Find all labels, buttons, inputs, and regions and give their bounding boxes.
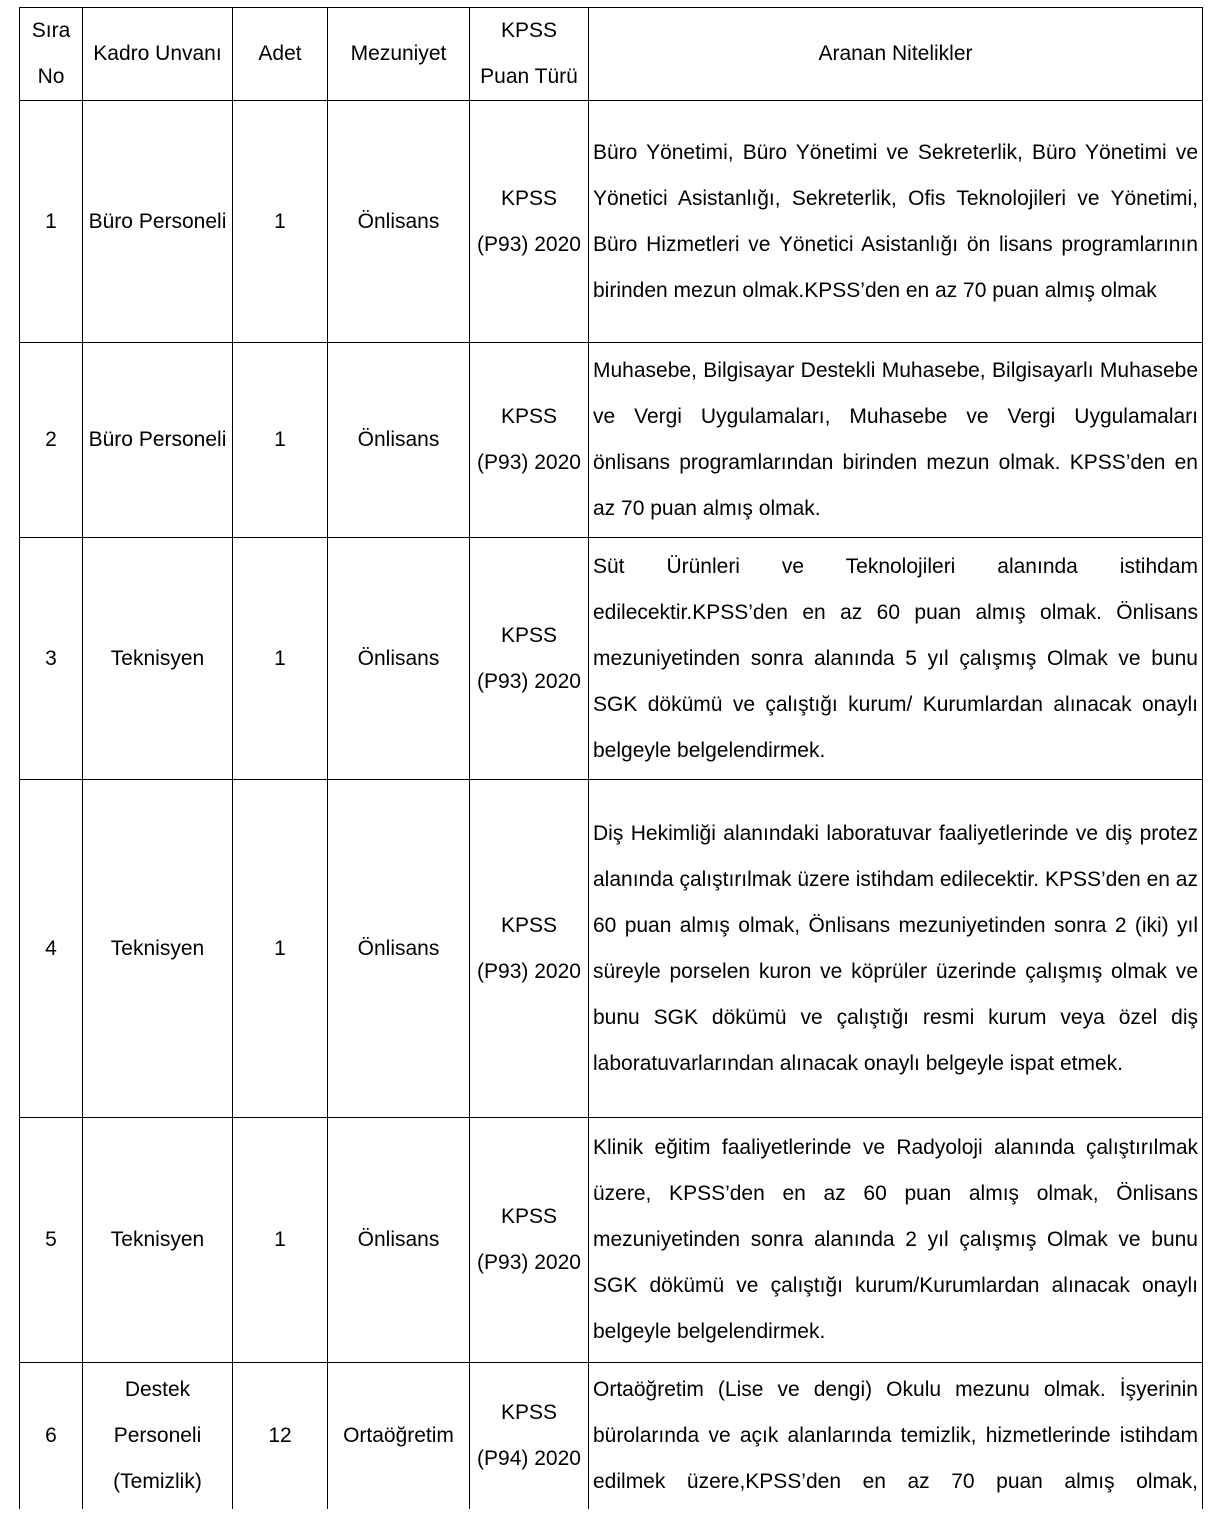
header-kpss-puan-turu: KPSS Puan Türü: [470, 8, 589, 101]
cell-adet: 1: [233, 101, 328, 343]
cell-kpss-puan-turu: KPSS (P93) 2020: [470, 780, 589, 1118]
cell-sira-no: 1: [20, 101, 83, 343]
table-row: [20, 538, 1203, 780]
header-adet: Adet: [233, 8, 328, 101]
table-row: [20, 343, 1203, 538]
cell-aranan-nitelikler: Büro Yönetimi, Büro Yönetimi ve Sekreterlik, Büro Yönetimi ve Yönetici Asistanlığı, Sekreterlik, Ofis Teknolojileri ve Yönetimi, Büro Hizmetleri ve Yönetici Asistanlığı ön lisans programlarının birinden mezun olmak.KPSS’den en az 70 puan almış olmak: [589, 101, 1203, 343]
cell-sira-no: 4: [20, 780, 83, 1118]
table-row: [20, 1363, 1203, 1509]
cell-kpss-puan-turu: KPSS (P93) 2020: [470, 101, 589, 343]
header-mezuniyet: Mezuniyet: [328, 8, 470, 101]
cell-sira-no: 3: [20, 538, 83, 780]
cell-kadro-unvani: Büro Personeli: [83, 101, 233, 343]
cell-kadro-unvani: Teknisyen: [83, 1118, 233, 1363]
cell-aranan-nitelikler: Muhasebe, Bilgisayar Destekli Muhasebe, Bilgisayarlı Muhasebe ve Vergi Uygulamaları, Muhasebe ve Vergi Uygulamaları önlisans programlarından birinden mezun olmak. KPSS’den en az 70 puan almış olmak.: [589, 343, 1203, 538]
cell-mezuniyet: Önlisans: [328, 343, 470, 538]
job-requirements-table: [19, 7, 1203, 1509]
cell-adet: 1: [233, 1118, 328, 1363]
cell-mezuniyet: Ortaöğretim: [328, 1363, 470, 1509]
cell-adet: 1: [233, 780, 328, 1118]
header-kadro-unvani: Kadro Unvanı: [83, 8, 233, 101]
cell-adet: 1: [233, 343, 328, 538]
cell-mezuniyet: Önlisans: [328, 101, 470, 343]
table-row: [20, 780, 1203, 1118]
cell-adet: 12: [233, 1363, 328, 1509]
cell-kadro-unvani: Teknisyen: [83, 538, 233, 780]
header-aranan-nitelikler: Aranan Nitelikler: [589, 8, 1203, 101]
header-sira-no: Sıra No: [20, 8, 83, 101]
cell-sira-no: 2: [20, 343, 83, 538]
cell-aranan-nitelikler: Süt Ürünleri ve Teknolojileri alanında istihdam edilecektir.KPSS’den en az 60 puan almış olmak. Önlisans mezuniyetinden sonra alanında 5 yıl çalışmış Olmak ve bunu SGK dökümü ve çalıştığı kurum/ Kurumlardan alınacak onaylı belgeyle belgelendirmek.: [589, 538, 1203, 780]
cell-sira-no: 6: [20, 1363, 83, 1509]
cell-kpss-puan-turu: KPSS (P93) 2020: [470, 538, 589, 780]
cell-aranan-nitelikler: Diş Hekimliği alanındaki laboratuvar faaliyetlerinde ve diş protez alanında çalıştırılmak üzere istihdam edilecektir. KPSS’den en az 60 puan almış olmak, Önlisans mezuniyetinden sonra 2 (iki) yıl süreyle porselen kuron ve köprüler üzerinde çalışmış olmak ve bunu SGK dökümü ve çalıştığı resmi kurum veya özel diş laboratuvarlarından alınacak onaylı belgeyle ispat etmek.: [589, 780, 1203, 1118]
cell-aranan-nitelikler: Klinik eğitim faaliyetlerinde ve Radyoloji alanında çalıştırılmak üzere, KPSS’den en az 60 puan almış olmak, Önlisans mezuniyetinden sonra alanında 2 yıl çalışmış Olmak ve bunu SGK dökümü ve çalıştığı kurum/Kurumlardan alınacak onaylı belgeyle belgelendirmek.: [589, 1118, 1203, 1363]
cell-mezuniyet: Önlisans: [328, 780, 470, 1118]
cell-kpss-puan-turu: KPSS (P94) 2020: [470, 1363, 589, 1509]
header-row: [20, 8, 1203, 101]
table-row: [20, 101, 1203, 343]
cell-aranan-nitelikler: Ortaöğretim (Lise ve dengi) Okulu mezunu olmak. İşyerinin bürolarında ve açık alanlarında temizlik, hizmetlerinde istihdam edilmek üzere,KPSS’den en az 70 puan almış olmak,: [589, 1363, 1203, 1509]
cell-mezuniyet: Önlisans: [328, 538, 470, 780]
cell-kadro-unvani: Destek Personeli (Temizlik): [83, 1363, 233, 1509]
cell-kpss-puan-turu: KPSS (P93) 2020: [470, 343, 589, 538]
cell-sira-no: 5: [20, 1118, 83, 1363]
cell-kadro-unvani: Büro Personeli: [83, 343, 233, 538]
cell-kpss-puan-turu: KPSS (P93) 2020: [470, 1118, 589, 1363]
cell-adet: 1: [233, 538, 328, 780]
cell-kadro-unvani: Teknisyen: [83, 780, 233, 1118]
table-row: [20, 1118, 1203, 1363]
cell-mezuniyet: Önlisans: [328, 1118, 470, 1363]
